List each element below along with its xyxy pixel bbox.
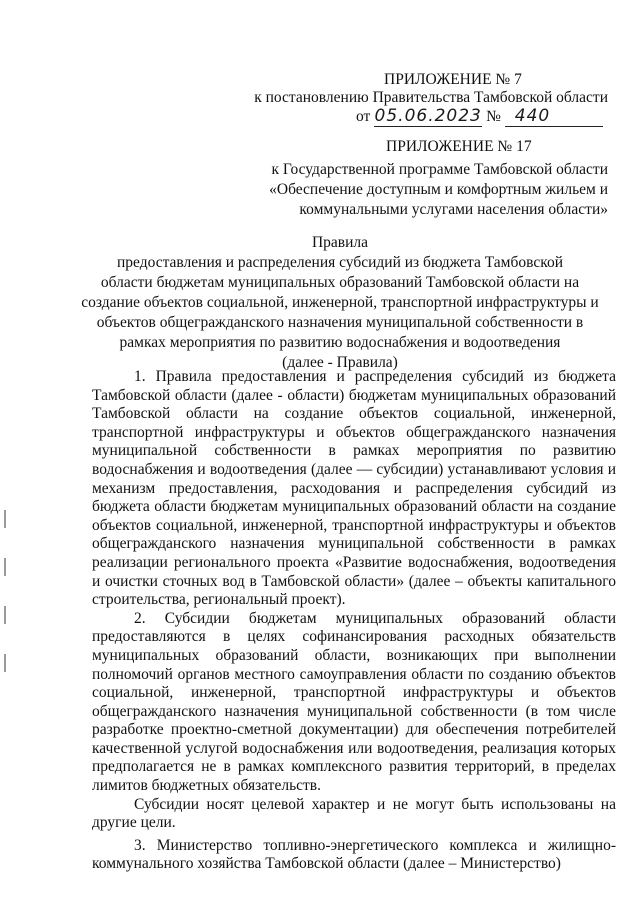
handwritten-number: 440 [514,106,551,126]
appendix-17-line-1: к Государственной программе Тамбовской области [271,161,608,178]
rules-title: Правила [311,234,369,251]
appendix-17-block [269,160,608,220]
rules-line-6: (далее - Правила) [282,354,398,371]
number-prefix: № [486,108,501,125]
rules-line-1: предоставления и распределения субсидий из бюджета Тамбовской [116,254,564,271]
rules-line-3: создание объектов социальной, инженерной, транспортной инфраструктуры и [81,294,599,311]
date-number-row [356,107,603,127]
date-prefix: от [356,108,371,125]
body-text [92,368,616,874]
date-field [374,107,482,127]
appendix-17-title: ПРИЛОЖЕНИЕ № 17 [386,138,532,155]
rules-line-2: области бюджетам муниципальных образований Тамбовской области на [100,274,580,291]
scan-margin-marks [4,510,8,710]
paragraph-4: 3. Министерство топливно-энергетического комплекса и жилищно-коммунального хозяйства Тамбовской области (далее – Министерство) [92,836,616,873]
rules-line-5: рамках мероприятия по развитию водоснабжения и водоотведения [119,334,561,351]
paragraph-3: Субсидии носят целевой характер и не могут быть использованы на другие цели. [92,795,616,832]
appendix-7-line: к постановлению Правительства Тамбовской области [254,89,608,106]
number-field [505,107,603,127]
appendix-17-line-2: «Обеспечение доступным и комфортным жильем и [269,181,608,198]
appendix-17-line-3: коммунальными услугами населения области» [299,201,608,218]
rules-header [60,233,620,373]
appendix-7-title: ПРИЛОЖЕНИЕ № 7 [384,71,522,88]
rules-line-4: объектов общегражданского назначения муниципальной собственности в [96,314,584,331]
handwritten-date: 05.06.2023 [374,106,482,126]
paragraph-2: 2. Субсидии бюджетам муниципальных образований области предоставляются в целях софинансирования расходных обязательств муниципальных образований области, возникающих при выполнении полномочий органов местного самоуправления области по созданию объектов социальной, инженерной, транспортной инфраструктуры и объектов общегражданского назначения муниципальной собственности (в том числе разработке проектно-сметной документации) для обеспечения потребителей качественной услугой водоснабжения или водоотведения, реализация которых предполагается не в рамках комплексного развития территорий, в пределах лимитов бюджетных обязательств. [92,609,616,795]
paragraph-1: 1. Правила предоставления и распределения субсидий из бюджета Тамбовской области (далее - области) бюджетам муниципальных образований Тамбовской области на создание объектов социальной, инженерной, транспортной инфраструктуры и объектов общегражданского назначения муниципальной собственности в рамках мероприятия по развитию водоснабжения и водоотведения (далее — субсидии) устанавливают условия и механизм предоставления, расходования и распределения субсидий из бюджета области бюджетам муниципальных образований области на создание объектов социальной, инженерной, транспортной инфраструктуры и объектов общегражданского назначения муниципальной собственности в рамках реализации регионального проекта «Развитие водоснабжения, водоотведения и очистки сточных вод в Тамбовской области» (далее – объекты капитального строительства, региональный проект). [92,368,616,609]
